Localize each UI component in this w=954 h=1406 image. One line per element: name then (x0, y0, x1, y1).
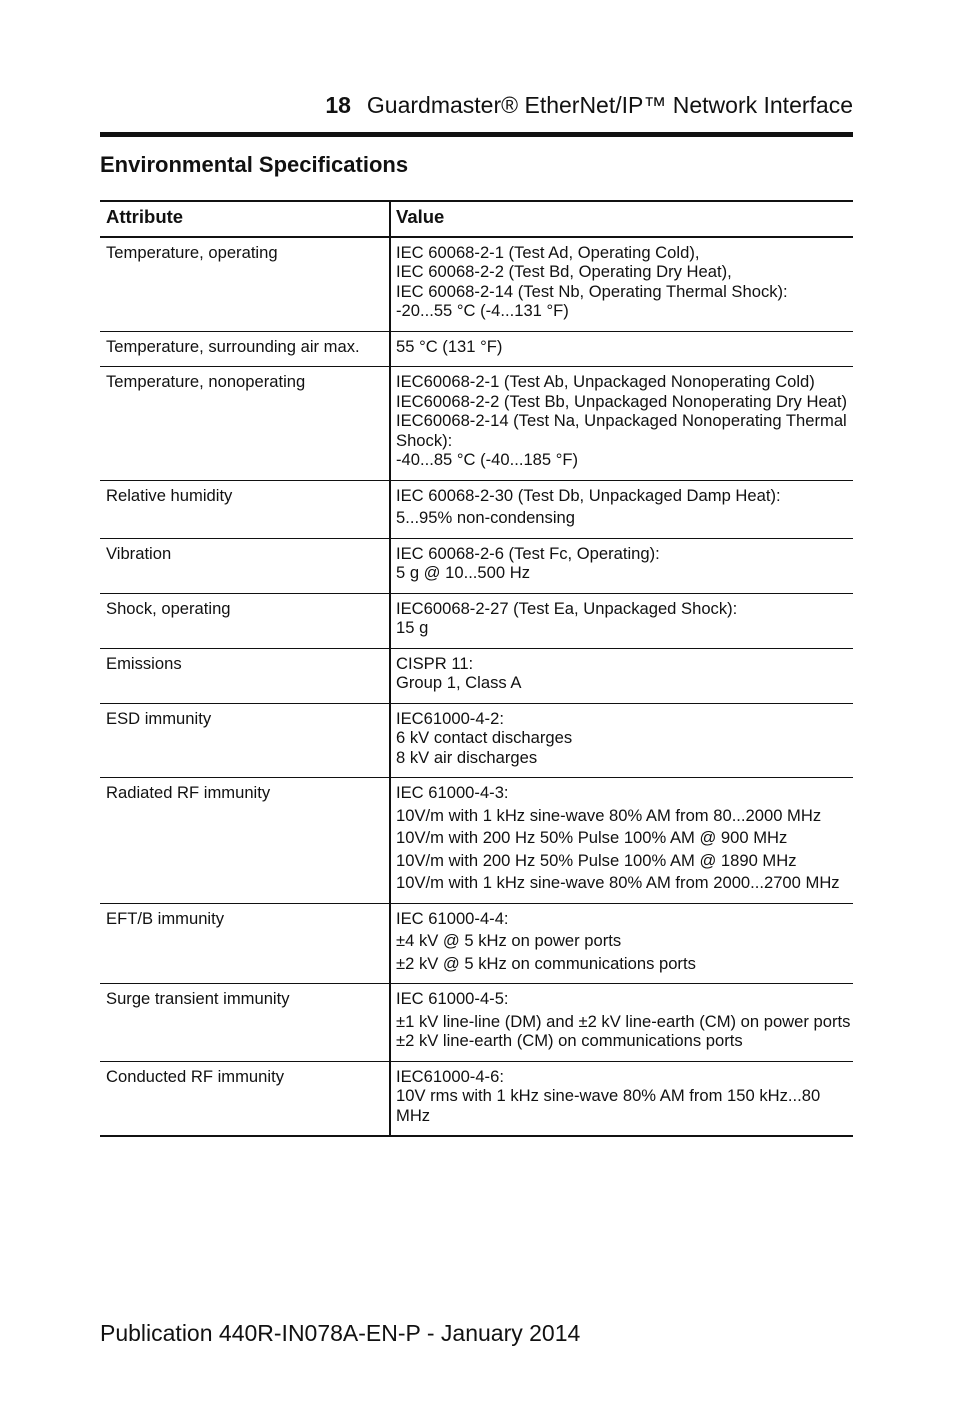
document-title: Guardmaster® EtherNet/IP™ Network Interface (366, 92, 853, 118)
value-cell (390, 331, 853, 367)
value-line: CISPR 11: (396, 653, 474, 673)
value-line: IEC60068-2-1 (Test Ab, Unpackaged Nonoperating Cold) (396, 372, 815, 391)
attribute-cell: Vibration (100, 538, 390, 593)
table-row (100, 1061, 853, 1136)
value-line: IEC61000-4-6: (396, 1066, 504, 1086)
running-header (325, 92, 853, 119)
table-row (100, 237, 853, 332)
table-row (100, 331, 853, 367)
table-row (100, 480, 853, 538)
value-line: ±1 kV line-line (DM) and ±2 kV line-earth (CM) on power ports (396, 1011, 851, 1031)
value-cell (390, 480, 853, 538)
table-row (100, 903, 853, 984)
value-line: ±2 kV line-earth (CM) on communications ports (396, 1031, 743, 1050)
value-line: 10V/m with 1 kHz sine-wave 80% AM from 80...2000 MHz (396, 805, 822, 825)
attribute-cell: Emissions (100, 648, 390, 703)
value-line: ±2 kV @ 5 kHz on communications ports (396, 953, 696, 973)
attribute-cell: Temperature, surrounding air max. (100, 331, 390, 367)
value-line: ±4 kV @ 5 kHz on power ports (396, 931, 622, 950)
publication-footer: Publication 440R-IN078A-EN-P - January 2014 (100, 1320, 581, 1346)
attribute-cell: Temperature, operating (100, 237, 390, 332)
value-line: IEC 61000-4-5: (396, 989, 509, 1008)
value-line: IEC61000-4-2: (396, 708, 504, 728)
table-row (100, 984, 853, 1062)
value-line: 6 kV contact discharges (396, 728, 573, 747)
value-line: Group 1, Class A (396, 673, 522, 692)
table-row (100, 367, 853, 481)
value-line: IEC 61000-4-3: (396, 783, 509, 802)
value-cell (390, 778, 853, 904)
value-line: IEC 60068-2-14 (Test Nb, Operating Thermal Shock): (396, 281, 788, 301)
attribute-cell: Conducted RF immunity (100, 1061, 390, 1136)
table-row (100, 703, 853, 778)
table-row (100, 538, 853, 593)
table-header-row (100, 201, 853, 237)
column-header-attribute: Attribute (100, 201, 390, 237)
value-cell (390, 903, 853, 984)
value-line: 10V/m with 200 Hz 50% Pulse 100% AM @ 900 MHz (396, 828, 788, 847)
value-line: IEC 61000-4-4: (396, 908, 509, 928)
value-line: IEC60068-2-2 (Test Bb, Unpackaged Nonoperating Dry Heat) (396, 391, 848, 411)
value-line: IEC60068-2-27 (Test Ea, Unpackaged Shock): (396, 598, 738, 618)
attribute-cell: Surge transient immunity (100, 984, 390, 1062)
value-cell (390, 1061, 853, 1136)
value-line: IEC 60068-2-6 (Test Fc, Operating): (396, 543, 660, 563)
value-cell (390, 984, 853, 1062)
value-line: 55 °C (131 °F) (396, 336, 503, 356)
table-row (100, 648, 853, 703)
header-rule (100, 132, 853, 137)
value-cell (390, 538, 853, 593)
value-cell (390, 648, 853, 703)
table-row (100, 778, 853, 904)
value-line: -20...55 °C (-4...131 °F) (396, 301, 569, 320)
attribute-cell: Shock, operating (100, 593, 390, 648)
value-line: 15 g (396, 618, 429, 637)
value-line: 5...95% non-condensing (396, 508, 575, 527)
section-title: Environmental Specifications (100, 152, 409, 177)
attribute-cell: Temperature, nonoperating (100, 367, 390, 481)
attribute-cell: ESD immunity (100, 703, 390, 778)
attribute-cell: Radiated RF immunity (100, 778, 390, 904)
attribute-cell: EFT/B immunity (100, 903, 390, 984)
page-number: 18 (325, 92, 351, 118)
value-cell (390, 703, 853, 778)
value-line: 5 g @ 10...500 Hz (396, 563, 530, 582)
value-line: 10V/m with 1 kHz sine-wave 80% AM from 2000...2700 MHz (396, 873, 840, 892)
value-line: -40...85 °C (-40...185 °F) (396, 450, 579, 469)
value-line: 10V rms with 1 kHz sine-wave 80% AM from 150 kHz...80 MHz (396, 1086, 821, 1125)
value-line: 8 kV air discharges (396, 747, 538, 767)
table-row (100, 593, 853, 648)
value-line: IEC60068-2-14 (Test Na, Unpackaged Nonoperating Thermal Shock): (396, 411, 847, 450)
value-line: 10V/m with 200 Hz 50% Pulse 100% AM @ 1890 MHz (396, 850, 797, 870)
value-line: IEC 60068-2-1 (Test Ad, Operating Cold), (396, 242, 700, 262)
value-cell (390, 593, 853, 648)
value-line: IEC 60068-2-2 (Test Bd, Operating Dry Heat), (396, 262, 732, 281)
column-header-value: Value (390, 201, 853, 237)
attribute-cell: Relative humidity (100, 480, 390, 538)
value-line: IEC 60068-2-30 (Test Db, Unpackaged Damp Heat): (396, 485, 781, 505)
value-cell (390, 367, 853, 481)
value-cell (390, 237, 853, 332)
environmental-specifications-table (100, 200, 853, 1137)
